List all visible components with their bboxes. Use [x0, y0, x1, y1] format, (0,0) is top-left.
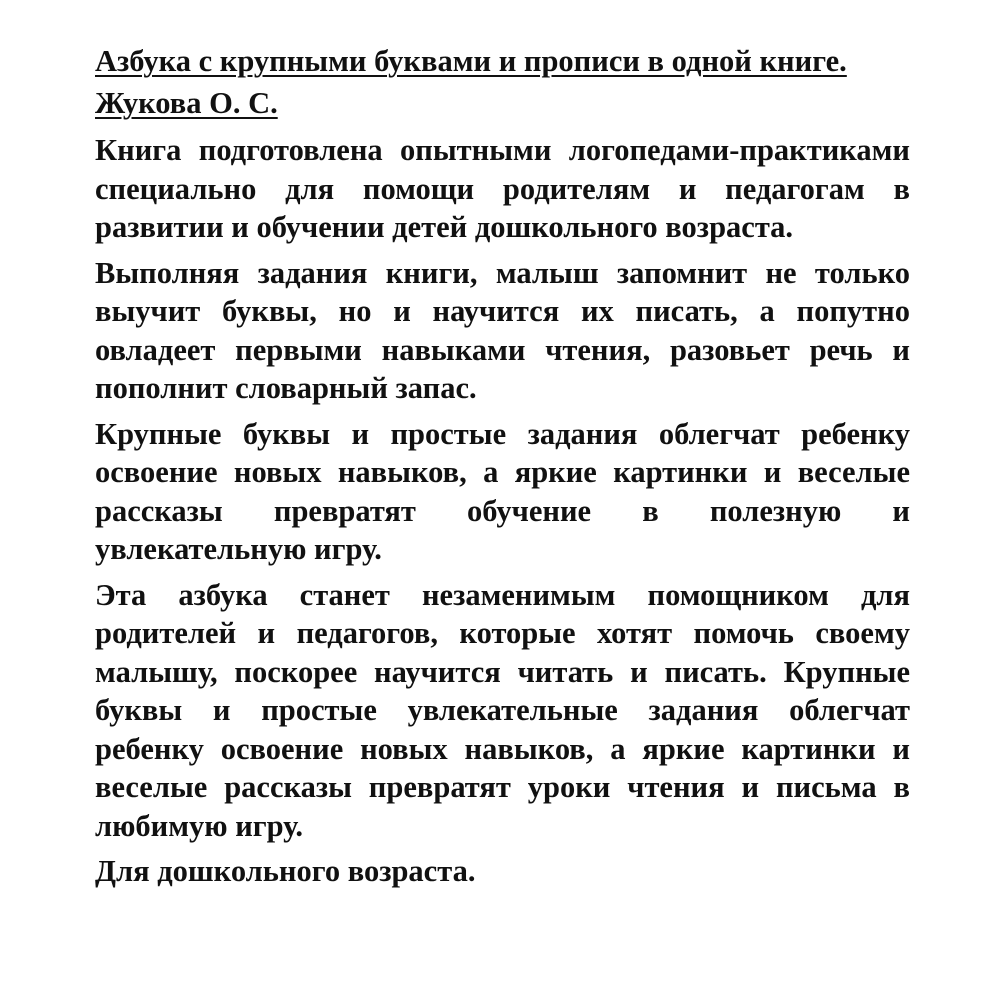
paragraph-tasks: Выполняя задания книги, малыш запомнит не только выучит буквы, но и научится их писать, а попутно овладеет первыми навыками чтения, разовьет речь и пополнит словарный запас.	[95, 255, 910, 405]
paragraph-helper: Эта азбука станет незаменимым помощником для родителей и педагогов, которые хотят помочь своему малышу, поскорее научится читать и писать. Крупные буквы и простые увлекательные задания облегчат ребенку освоение новых навыков, а яркие картинки и веселые рассказы превратят уроки чтения и письма в любимую игру.	[95, 577, 910, 843]
paragraph-large-letters: Крупные буквы и простые задания облегчат ребенку освоение новых навыков, а яркие картинки и веселые рассказы превратят обучение в полезную и увлекательную игру.	[95, 416, 910, 566]
paragraph-age: Для дошкольного возраста.	[95, 854, 476, 888]
document-body	[95, 40, 910, 898]
paragraph-intro: Книга подготовлена опытными логопедами-практиками специально для помощи родителям и педагогам в развитии и обучении детей дошкольного возраста.	[95, 133, 910, 244]
document-title: Азбука с крупными буквами и прописи в одной книге. Жукова О. С.	[95, 44, 847, 120]
